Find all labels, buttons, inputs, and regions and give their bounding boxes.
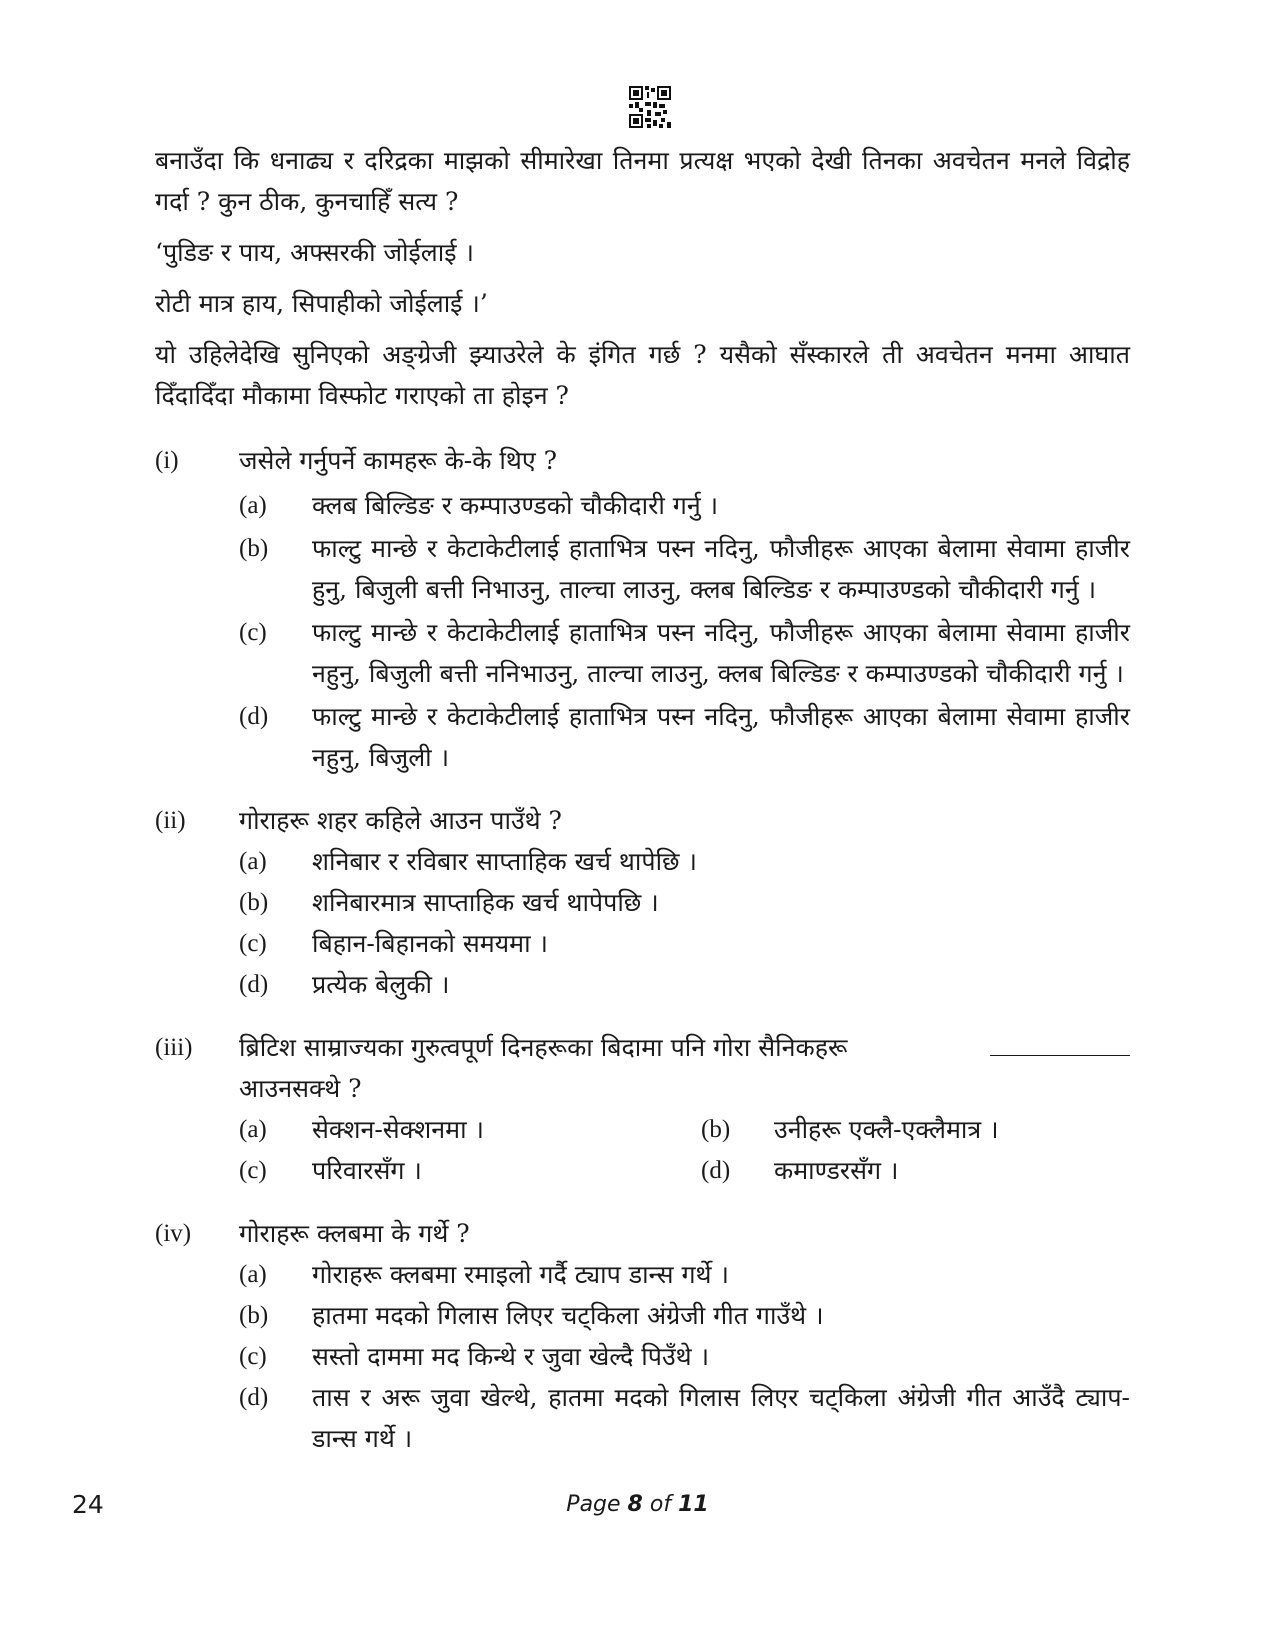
option-label: (b) bbox=[239, 535, 269, 562]
option-label: (c) bbox=[239, 1157, 267, 1184]
option-label: (a) bbox=[239, 1261, 267, 1288]
option-label: (a) bbox=[239, 848, 267, 875]
page-number bbox=[0, 1492, 1275, 1517]
quote-line-2: रोटी मात्र हाय, सिपाहीको जोईलाई ।’ bbox=[155, 289, 488, 318]
option-text: शनिबारमात्र साप्ताहिक खर्च थापेपछि । bbox=[312, 888, 659, 917]
question-number: (ii) bbox=[155, 807, 186, 834]
option-c bbox=[239, 923, 1130, 964]
option-c bbox=[239, 1150, 701, 1191]
question-2 bbox=[155, 800, 1130, 1005]
option-b bbox=[239, 882, 1130, 923]
option-d bbox=[239, 1377, 1130, 1459]
option-label: (c) bbox=[239, 619, 267, 646]
option-label: (d) bbox=[239, 703, 269, 730]
qr-code-icon bbox=[629, 86, 671, 128]
option-d bbox=[239, 696, 1130, 778]
question-text: गोराहरू क्लबमा के गर्थे ? bbox=[239, 1219, 470, 1248]
option-label: (b) bbox=[239, 889, 269, 916]
option-d bbox=[239, 964, 1130, 1005]
option-c bbox=[239, 612, 1130, 694]
option-c bbox=[239, 1336, 1130, 1377]
option-text: परिवारसँग । bbox=[312, 1156, 422, 1185]
question-text: गोराहरू शहर कहिले आउन पाउँथे ? bbox=[239, 806, 562, 835]
option-a bbox=[239, 485, 1130, 526]
option-text: उनीहरू एक्लै-एक्लैमात्र । bbox=[774, 1115, 999, 1144]
option-text: प्रत्येक बेलुकी । bbox=[312, 970, 450, 999]
intro-paragraph-1: बनाउँदा कि धनाढ्य र दरिद्रका माझको सीमारेखा तिनमा प्रत्यक्ष भएको देखी तिनका अवचेतन मनले विद्रोह गर्दा ? कुन ठीक, कुनचाहिँ सत्य ? bbox=[155, 146, 1130, 216]
option-a bbox=[239, 1254, 1130, 1295]
fill-in-blank bbox=[990, 1029, 1130, 1056]
question-text-continued: आउनसक्थे ? bbox=[239, 1074, 362, 1103]
option-text: सस्तो दाममा मद किन्थे र जुवा खेल्दै पिउँथे । bbox=[312, 1342, 710, 1371]
option-label: (c) bbox=[239, 930, 267, 957]
option-label: (a) bbox=[239, 492, 267, 519]
question-1 bbox=[155, 440, 1130, 778]
option-b bbox=[239, 528, 1130, 610]
option-label: (b) bbox=[701, 1116, 731, 1143]
question-number: (i) bbox=[155, 447, 179, 474]
option-label: (b) bbox=[239, 1302, 269, 1329]
option-label: (d) bbox=[239, 971, 269, 998]
option-text: फाल्टु मान्छे र केटाकेटीलाई हाताभित्र पस्न नदिनु, फौजीहरू आएका बेलामा सेवामा हाजीर नहुनु, बिजुली बत्ती ननिभाउनु, ताल्चा लाउनु, क्लब बिल्डिङ र कम्पाउण्डको चौकीदारी गर्नु । bbox=[312, 618, 1130, 688]
question-4 bbox=[155, 1213, 1130, 1459]
option-text: फाल्टु मान्छे र केटाकेटीलाई हाताभित्र पस्न नदिनु, फौजीहरू आएका बेलामा सेवामा हाजीर नहुनु, बिजुली । bbox=[312, 702, 1130, 772]
option-b bbox=[701, 1109, 1130, 1150]
document-body bbox=[155, 140, 1130, 1459]
option-text: शनिबार र रविबार साप्ताहिक खर्च थापेछि । bbox=[312, 847, 698, 876]
option-a bbox=[239, 1109, 701, 1150]
option-text: क्लब बिल्डिङ र कम्पाउण्डको चौकीदारी गर्नु । bbox=[312, 491, 719, 520]
question-number: (iv) bbox=[155, 1220, 192, 1247]
question-text: जसेले गर्नुपर्ने कामहरू के-के थिए ? bbox=[239, 446, 558, 475]
intro-paragraph-2: यो उहिलेदेखि सुनिएको अङ्ग्रेजी झ्याउरेले के इंगित गर्छ ? यसैको सँस्कारले ती अवचेतन मनमा आघात दिँदादिँदा मौकामा विस्फोट गराएको ता होइन ? bbox=[155, 340, 1130, 410]
page-total: 11 bbox=[678, 1492, 709, 1517]
page-current: 8 bbox=[627, 1492, 643, 1517]
option-label: (c) bbox=[239, 1343, 267, 1370]
option-text: बिहान-बिहानको समयमा । bbox=[312, 929, 549, 958]
option-label: (d) bbox=[239, 1384, 269, 1411]
page-of: of bbox=[642, 1492, 679, 1517]
quote-line-1: ‘पुडिङ र पाय, अफ्सरकी जोईलाई । bbox=[155, 238, 474, 267]
option-text: हातमा मदको गिलास लिएर चट्किला अंग्रेजी गीत गाउँथे । bbox=[312, 1301, 824, 1330]
question-number: (iii) bbox=[155, 1034, 193, 1061]
option-text: सेक्शन-सेक्शनमा । bbox=[312, 1115, 484, 1144]
page-prefix: Page bbox=[566, 1492, 628, 1517]
option-label: (a) bbox=[239, 1116, 267, 1143]
option-label: (d) bbox=[701, 1157, 731, 1184]
option-d bbox=[701, 1150, 1130, 1191]
option-b bbox=[239, 1295, 1130, 1336]
question-3 bbox=[155, 1027, 1130, 1191]
option-text: कमाण्डरसँग । bbox=[774, 1156, 899, 1185]
option-text: गोराहरू क्लबमा रमाइलो गर्दै ट्याप डान्स गर्थे । bbox=[312, 1260, 729, 1289]
paper-code: 24 bbox=[72, 1490, 104, 1519]
option-text: फाल्टु मान्छे र केटाकेटीलाई हाताभित्र पस्न नदिनु, फौजीहरू आएका बेलामा सेवामा हाजीर हुनु, बिजुली बत्ती निभाउनु, ताल्चा लाउनु, क्लब बिल्डिङ र कम्पाउण्डको चौकीदारी गर्नु । bbox=[312, 534, 1130, 604]
option-a bbox=[239, 841, 1130, 882]
question-text: ब्रिटिश साम्राज्यका गुरुत्वपूर्ण दिनहरूका बिदामा पनि गोरा सैनिकहरू bbox=[239, 1033, 848, 1062]
option-text: तास र अरू जुवा खेल्थे, हातमा मदको गिलास लिएर चट्किला अंग्रेजी गीत आउँदै ट्याप-डान्स गर्थे । bbox=[312, 1383, 1130, 1453]
